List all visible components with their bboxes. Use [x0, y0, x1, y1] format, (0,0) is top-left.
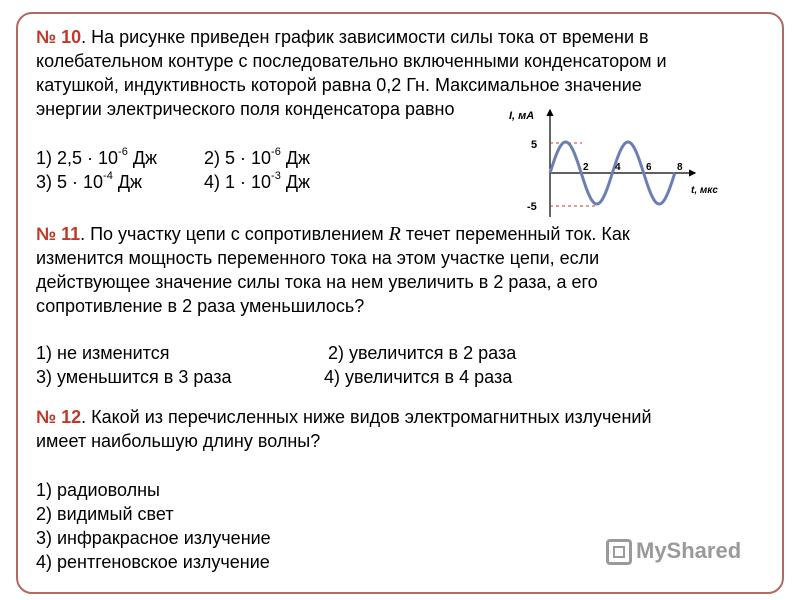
q10-line-4: энергии электрического поля конденсатора равно — [36, 99, 455, 119]
x-axis-label: t, мкс — [691, 185, 718, 196]
q12-option-3[interactable]: 3) инфракрасное излучение — [36, 528, 271, 548]
y-axis-label: I, мА — [509, 110, 535, 122]
q11-line-3: действующее значение силы тока на нем увеличить в 2 раза, а его — [36, 272, 598, 292]
logo-icon — [606, 539, 632, 565]
q10-option-3[interactable]: 3) $5 \cdot 10^{-4}$ Дж — [36, 170, 143, 192]
q10-option-2[interactable]: 2) $5 \cdot 10^{-6}$ Дж — [204, 146, 311, 168]
q11-line-2: изменится мощность переменного тока на этом участке цепи, если — [36, 248, 600, 268]
q11-number: № 11 — [36, 224, 81, 244]
q11-line-1: № 11. По участку цепи с сопротивлением R течет переменный ток. Как — [36, 223, 630, 245]
q12-number: № 12 — [36, 407, 82, 427]
q10-option-4[interactable]: 4) $1 \cdot 10^{-3}$ Дж — [204, 170, 311, 192]
q10-line-2: колебательном контуре с последовательно включенными конденсатором и — [36, 51, 667, 71]
q11-option-3[interactable]: 3) уменьшится в 3 раза — [36, 367, 232, 387]
current-time-graph — [495, 102, 735, 222]
q12-option-2[interactable]: 2) видимый свет — [36, 504, 174, 524]
q12-line-2: имеет наибольшую длину волны? — [36, 431, 321, 451]
y-tick-minus-5: -5 — [527, 201, 537, 213]
resistance-symbol: R — [388, 223, 401, 245]
q11-line-4: сопротивление в 2 раза уменьшилось? — [36, 296, 365, 316]
q11-option-2[interactable]: 2) увеличится в 2 раза — [328, 343, 517, 363]
watermark-logo: MyShared — [606, 538, 741, 565]
q12-option-4[interactable]: 4) рентгеновское излучение — [36, 552, 270, 572]
q10-option-1[interactable]: 1) $2,5 \cdot 10^{-6}$ Дж — [36, 146, 158, 168]
x-tick-6: 6 — [646, 162, 652, 173]
q10-line-3: катушкой, индуктивность которой равна 0,2 Гн. Максимальное значение — [36, 75, 642, 95]
q10-line-1: № 10. На рисунке приведен график зависимости силы тока от времени в — [36, 27, 649, 47]
q11-option-4[interactable]: 4) увеличится в 4 раза — [324, 367, 513, 387]
q12-line-1: № 12. Какой из перечисленных ниже видов электромагнитных излучений — [36, 407, 652, 427]
y-tick-5: 5 — [531, 139, 538, 151]
x-tick-2: 2 — [583, 162, 589, 173]
x-tick-4: 4 — [615, 162, 621, 173]
q10-number: № 10 — [36, 27, 82, 47]
q11-option-1[interactable]: 1) не изменится — [36, 343, 170, 363]
x-tick-8: 8 — [677, 162, 683, 173]
q12-option-1[interactable]: 1) радиоволны — [36, 480, 160, 500]
